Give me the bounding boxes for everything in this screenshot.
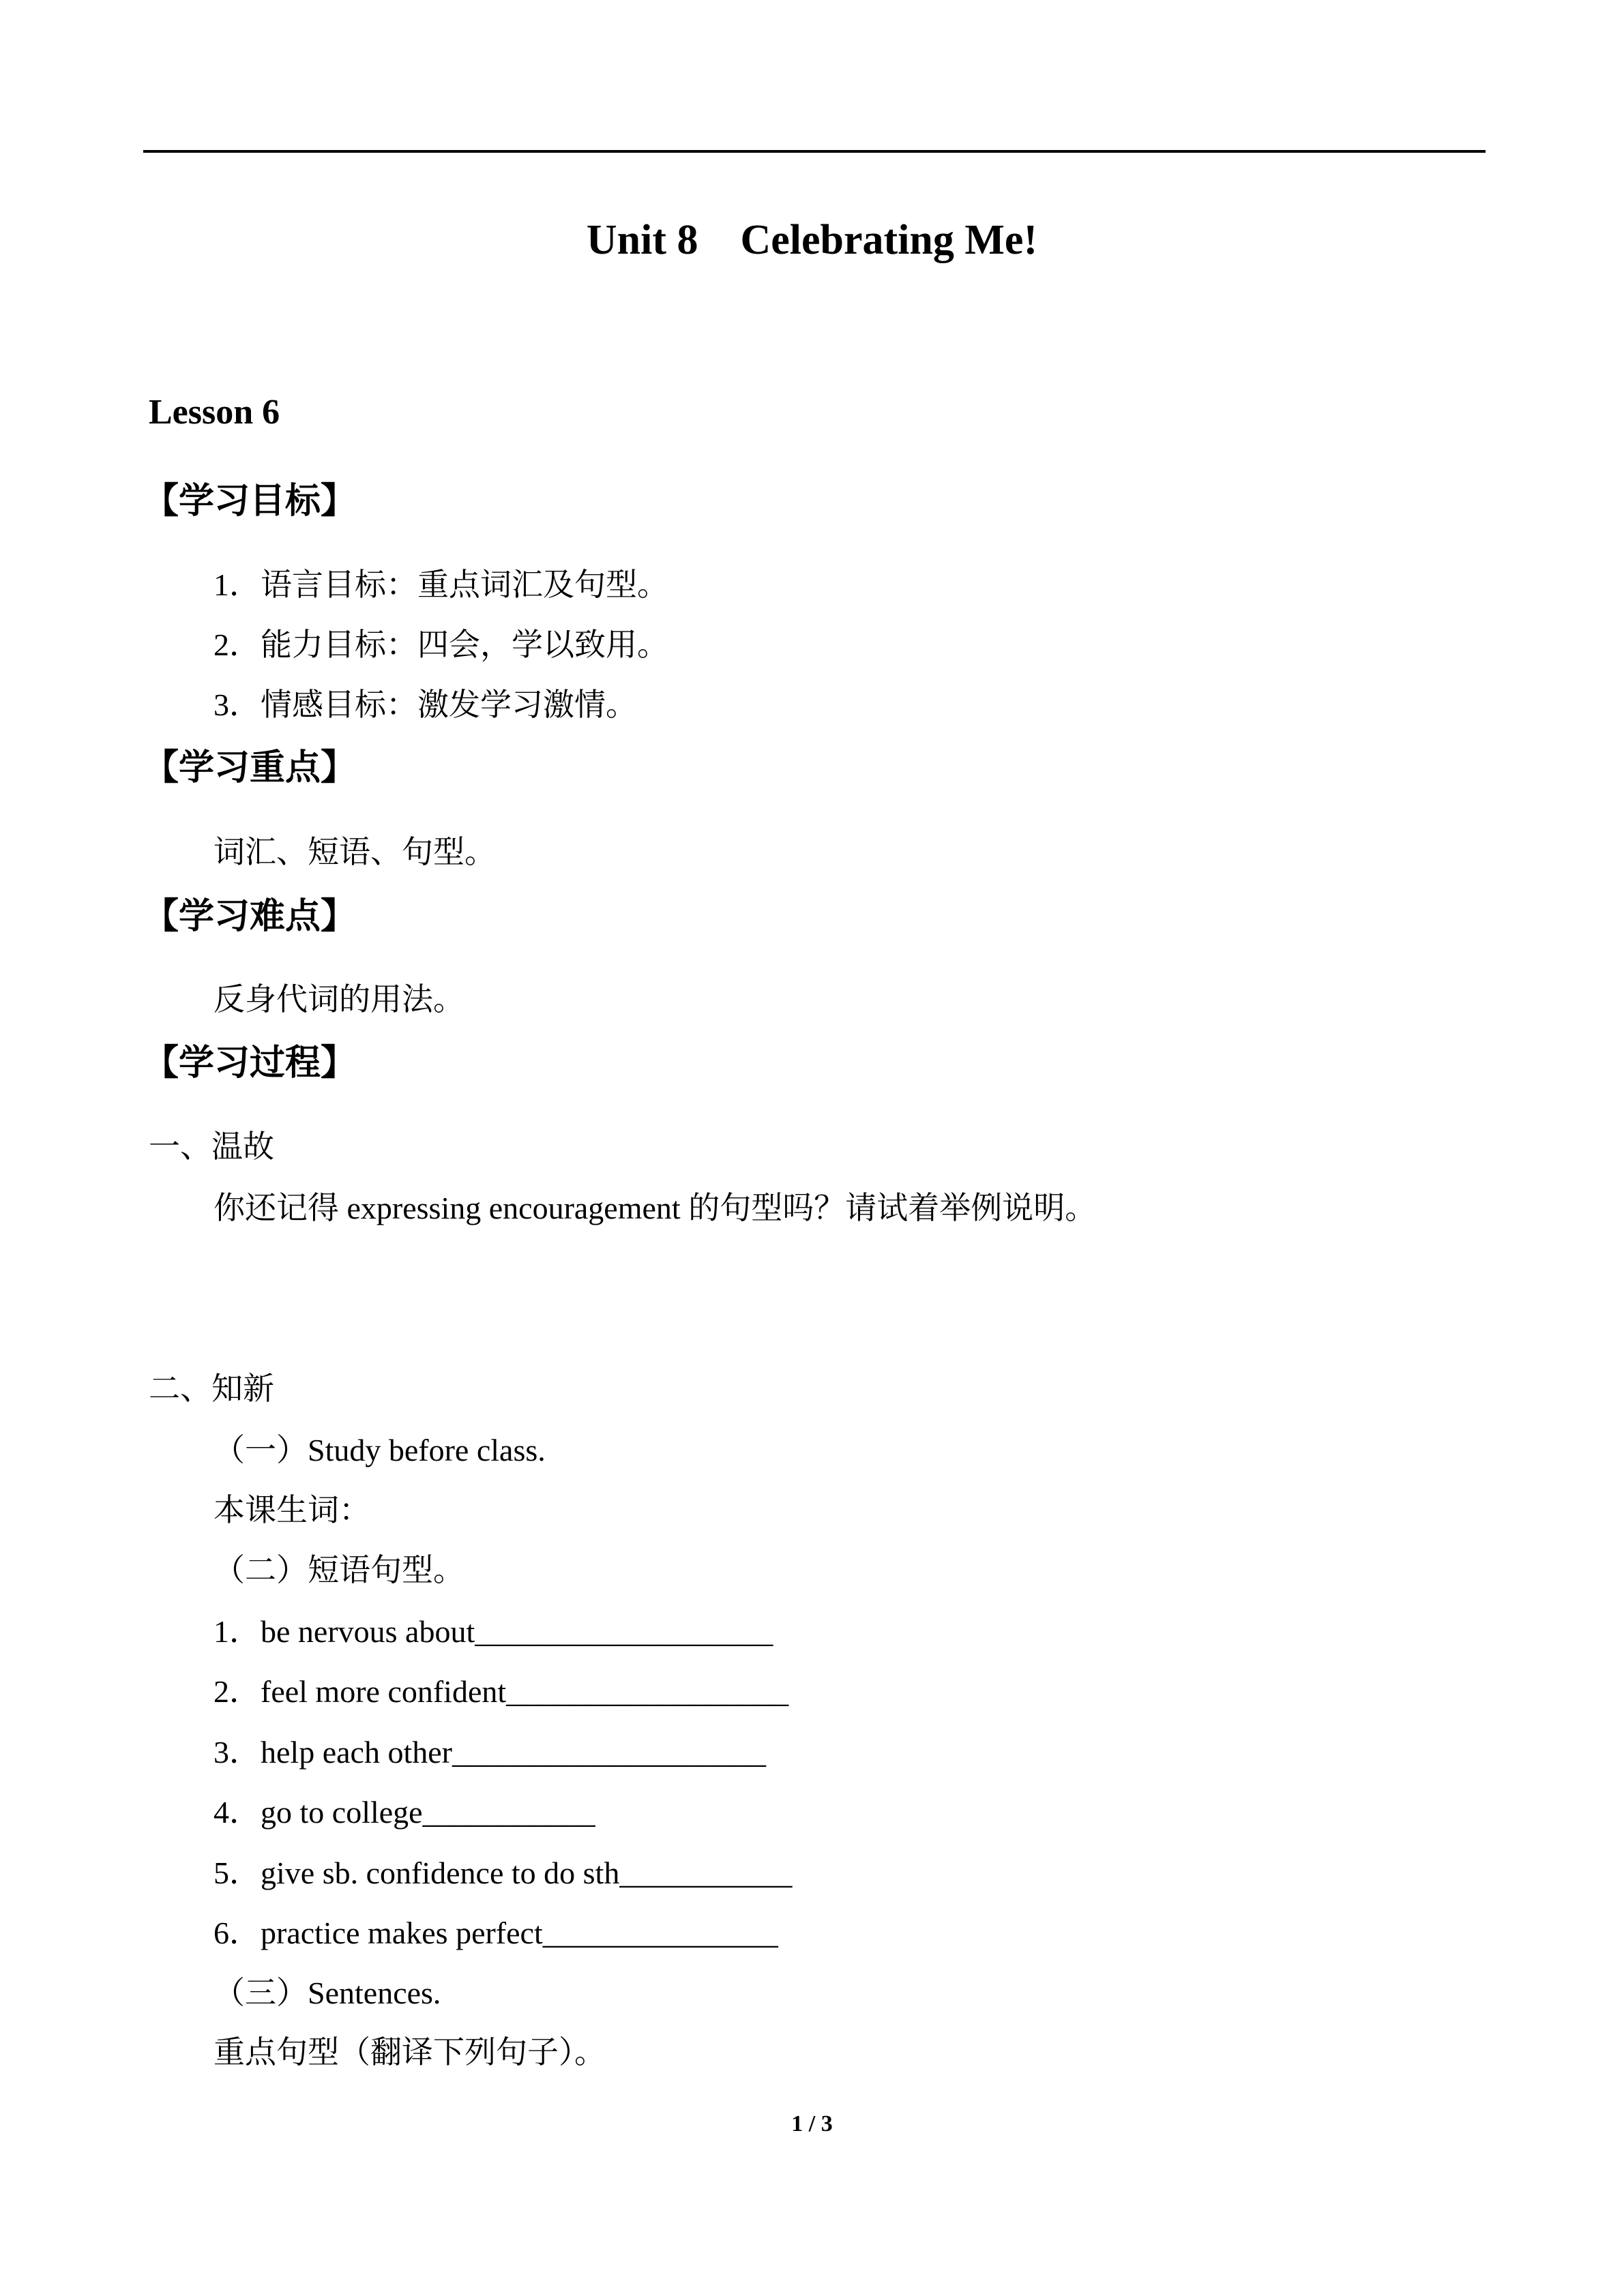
phrase-item: 3．help each other____________________ xyxy=(213,1735,766,1770)
translate-label: 重点句型（翻译下列句子）。 xyxy=(213,2035,606,2070)
study-before-class: （一）Study before class. xyxy=(213,1433,546,1467)
phrase-item: 5．give sb. confidence to do sth___________ xyxy=(213,1855,793,1890)
section-heading-key-points: 【学习重点】 xyxy=(143,747,357,788)
key-points-text: 词汇、短语、句型。 xyxy=(213,835,496,869)
phrase-item: 2．feel more confident__________________ xyxy=(213,1674,789,1709)
phrase-item: 4．go to college___________ xyxy=(213,1795,595,1830)
review-question: 你还记得 expressing encouragement 的句型吗？请试着举例说明。 xyxy=(213,1191,1097,1225)
phrase-item: 1．be nervous about___________________ xyxy=(213,1614,773,1649)
sentences-label: （三）Sentences. xyxy=(213,1976,441,2010)
phrase-item: 6．practice makes perfect_______________ xyxy=(213,1915,778,1950)
goal-item: 3．情感目标：激发学习激情。 xyxy=(213,687,637,722)
page-number: 1 / 3 xyxy=(791,2111,833,2136)
lesson-label: Lesson 6 xyxy=(149,393,280,432)
goal-item: 2．能力目标：四会，学以致用。 xyxy=(213,627,668,662)
section-heading-difficulties: 【学习难点】 xyxy=(143,896,357,937)
section-heading-process: 【学习过程】 xyxy=(143,1043,357,1084)
goal-item: 1．语言目标：重点词汇及句型。 xyxy=(213,567,668,602)
difficulties-text: 反身代词的用法。 xyxy=(213,982,464,1017)
vocab-label: 本课生词： xyxy=(213,1493,370,1527)
new-knowledge-label: 二、知新 xyxy=(149,1371,274,1406)
section-heading-goals: 【学习目标】 xyxy=(143,481,357,522)
phrases-label: （二）短语句型。 xyxy=(213,1553,464,1587)
page-title: Unit 8 Celebrating Me! xyxy=(586,217,1038,263)
review-label: 一、温故 xyxy=(149,1129,274,1164)
header-rule xyxy=(143,150,1486,153)
